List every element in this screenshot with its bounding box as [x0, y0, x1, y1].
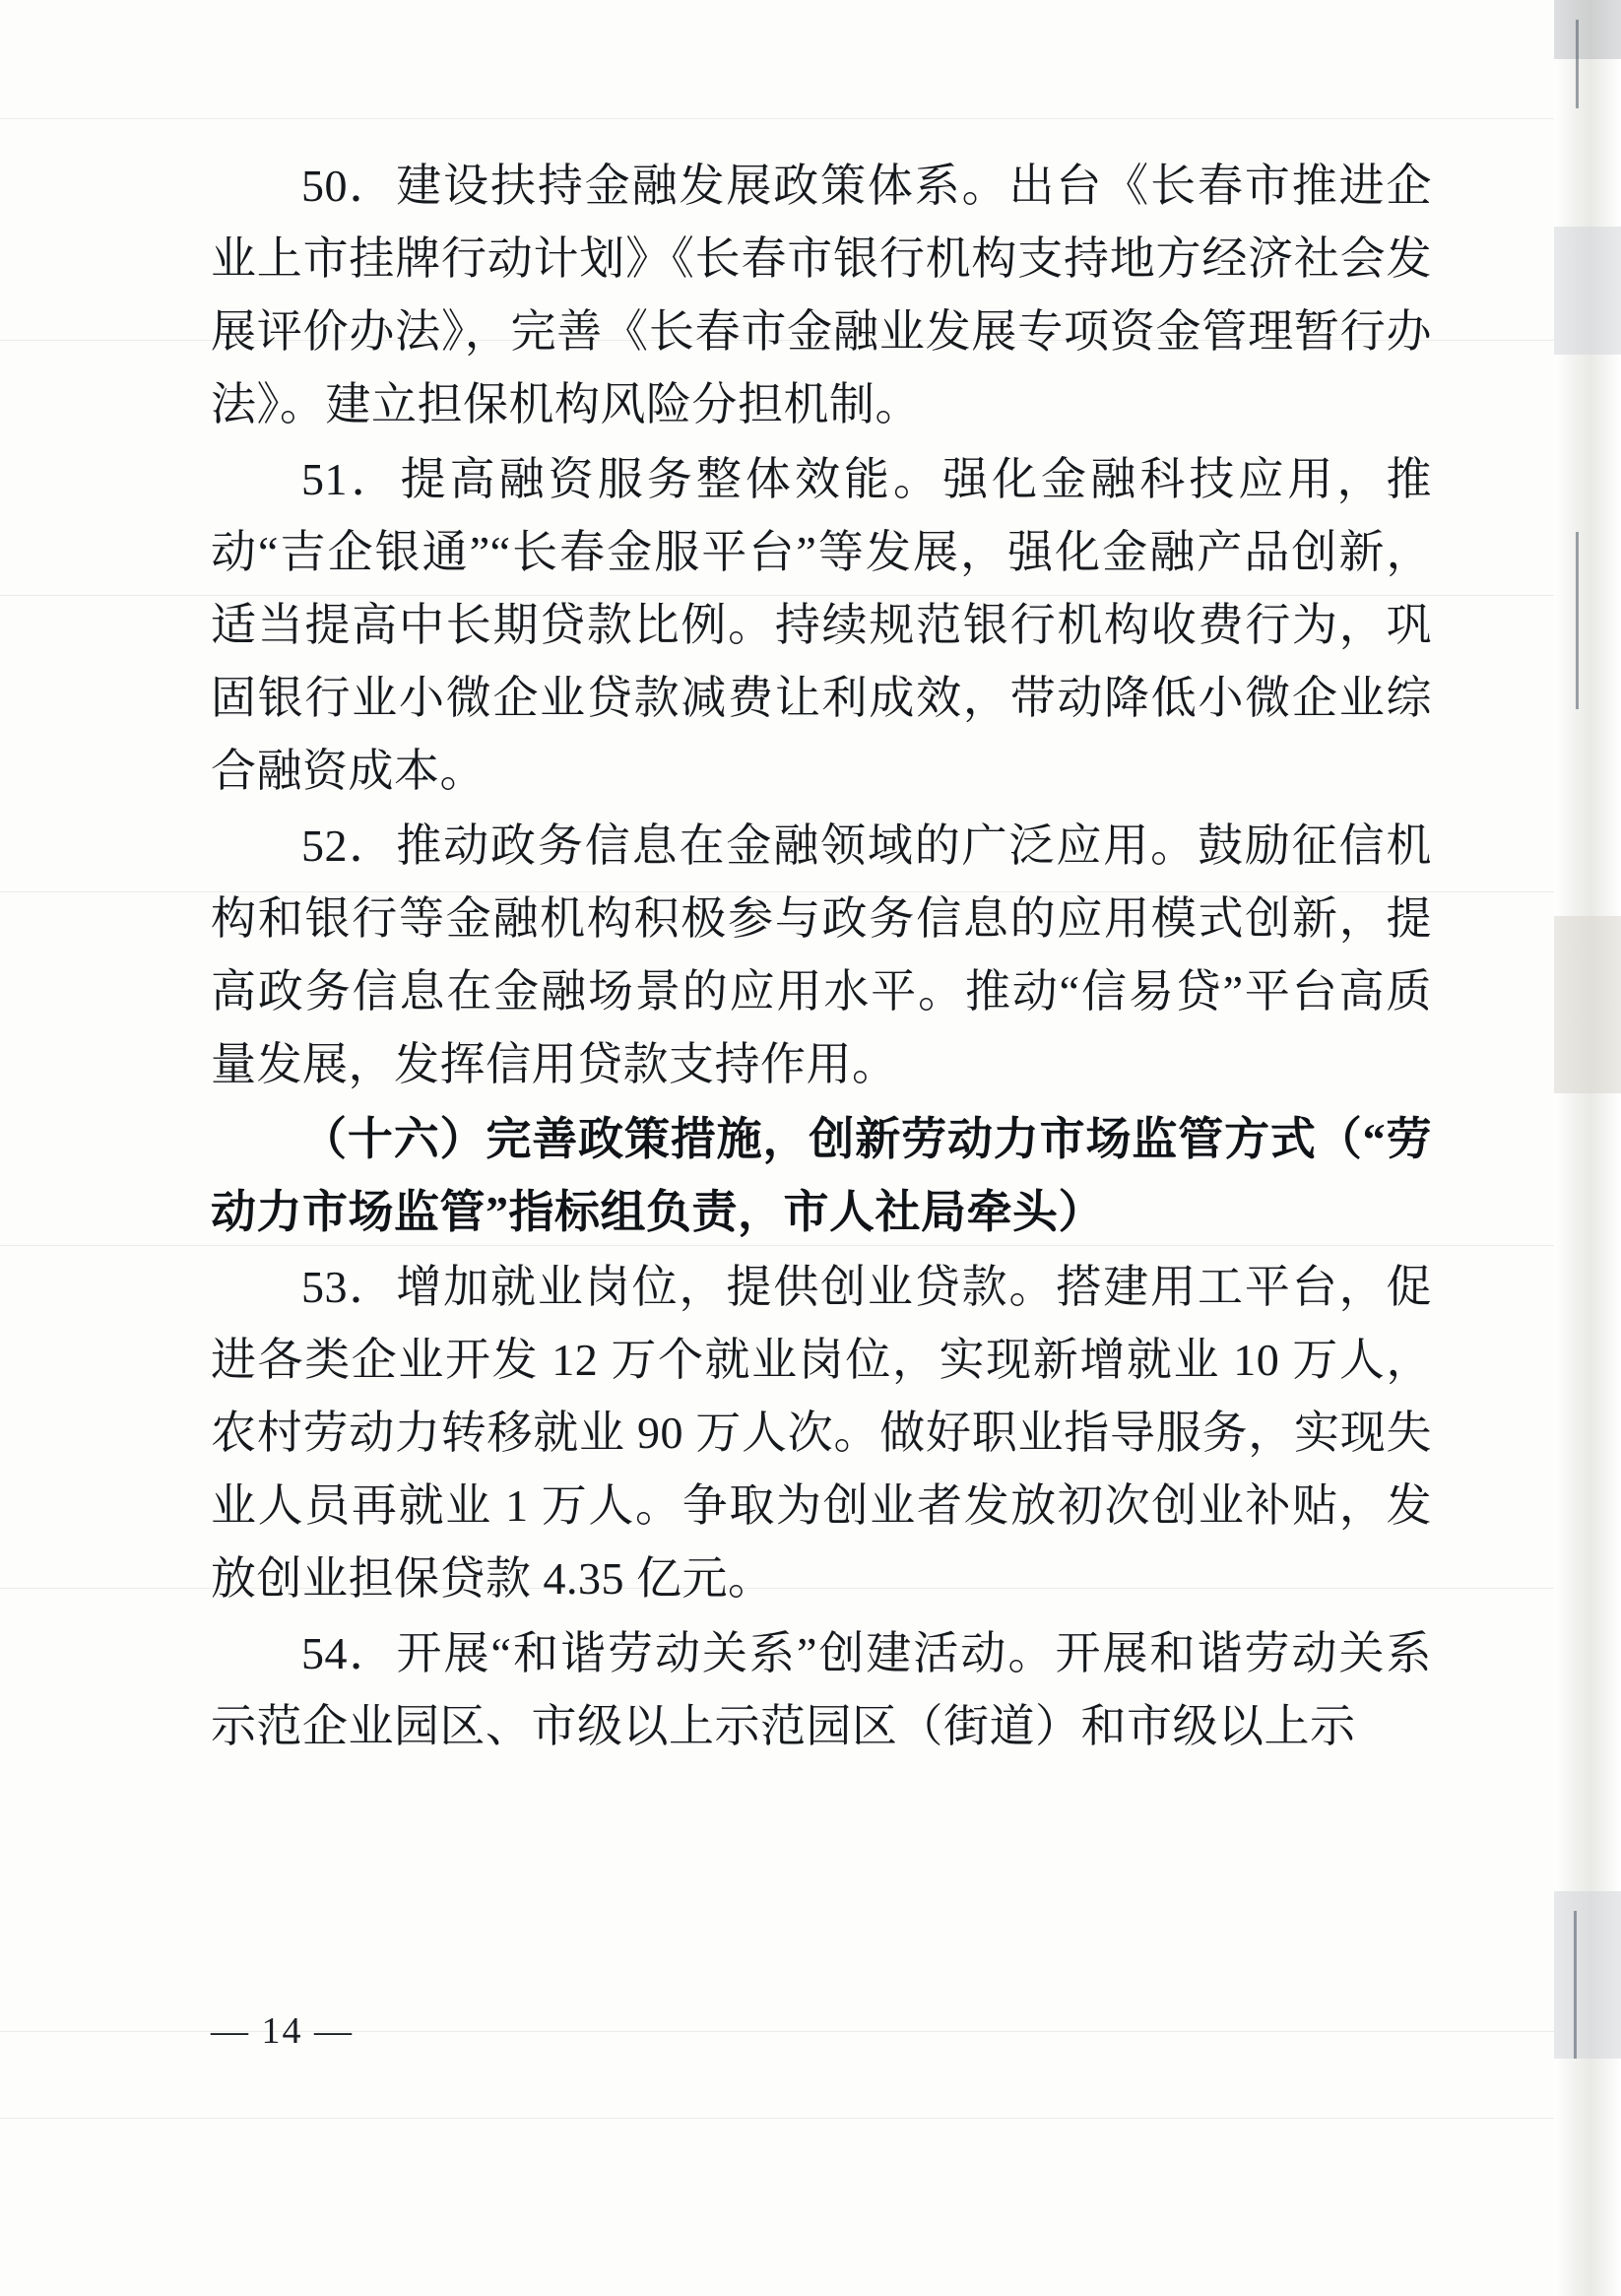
paragraph-item-50: 50．建设扶持金融发展政策体系。出台《长春市推进企业上市挂牌行动计划》《长春市银行机构支持地方经济社会发展评价办法》，完善《长春市金融业发展专项资金管理暂行办法》。建立担保机构风险分担机制。 — [211, 161, 1432, 429]
scan-artifact-band — [0, 118, 1554, 119]
scan-edge-band — [1554, 227, 1621, 355]
scan-edge-band — [1554, 0, 1621, 59]
scan-edge-band — [1554, 1891, 1621, 2059]
paragraph-item-52: 52．推动政务信息在金融领域的广泛应用。鼓励征信机构和银行等金融机构积极参与政务信息的应用模式创新，提高政务信息在金融场景的应用水平。推动“信易贷”平台高质量发展，发挥信用贷款支持作用。 — [211, 820, 1432, 1089]
paragraph-item-54: 54．开展“和谐劳动关系”创建活动。开展和谐劳动关系示范企业园区、市级以上示范园区（街道）和市级以上示 — [211, 1628, 1432, 1751]
section-heading-16: （十六）完善政策措施，创新劳动力市场监管方式（“劳动力市场监管”指标组负责，市人社局牵头） — [211, 1114, 1432, 1237]
scan-edge-line — [1576, 20, 1579, 108]
paragraph-item-53: 53．增加就业岗位，提供创业贷款。搭建用工平台，促进各类企业开发 12 万个就业岗位，实现新增就业 10 万人，农村劳动力转移就业 90 万人次。做好职业指导服务，实现失业人员再就业 1 万人。争取为创业者发放初次创业补贴，发放创业担保贷款 4.35 亿元。 — [211, 1262, 1432, 1604]
paragraph-item-51: 51．提高融资服务整体效能。强化金融科技应用，推动“吉企银通”“长春金服平台”等发展，强化金融产品创新，适当提高中长期贷款比例。持续规范银行机构收费行为，巩固银行业小微企业贷款减费让利成效，带动降低小微企业综合融资成本。 — [211, 454, 1432, 796]
scan-edge-band — [1554, 916, 1621, 1093]
page-number: — 14 — — [211, 2010, 354, 2052]
page-footer — [211, 2009, 1432, 2053]
page-body-text — [211, 150, 1432, 1765]
scan-artifact-band — [0, 2118, 1554, 2119]
scan-edge-line — [1574, 1911, 1577, 2059]
scanner-edge-artifact — [1554, 0, 1621, 2296]
scan-edge-line — [1576, 532, 1579, 709]
